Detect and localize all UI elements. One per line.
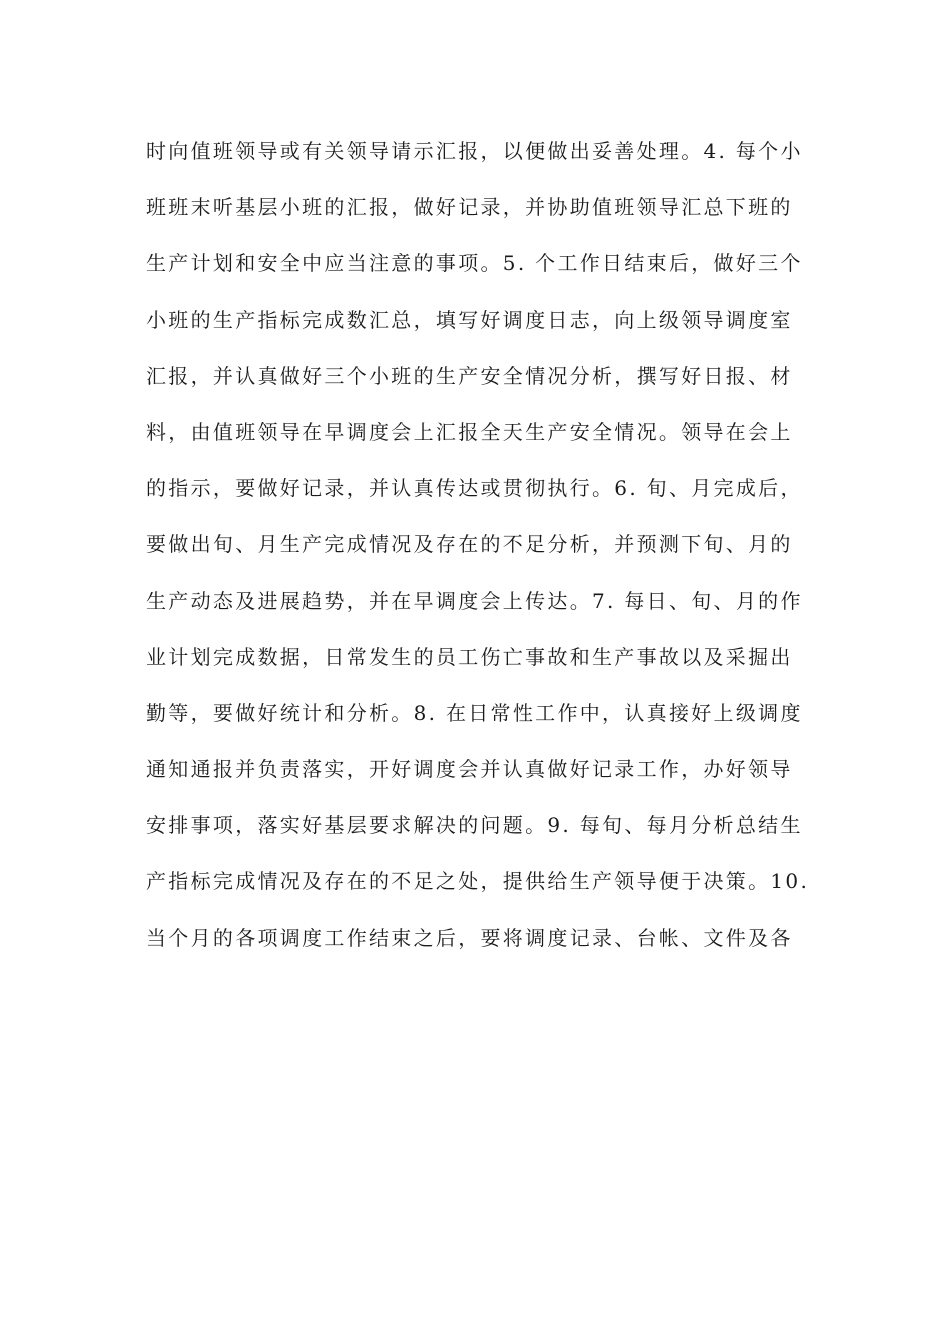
text-line: 生产动态及进展趋势，并在早调度会上传达。7. 每日、旬、月的作 (146, 588, 803, 613)
text-line: 业计划完成数据，日常发生的员工伤亡事故和生产事故以及采掘出 (146, 644, 793, 669)
text-line: 产指标完成情况及存在的不足之处，提供给生产领导便于决策。10. (146, 869, 810, 894)
text-line: 时向值班领导或有关领导请示汇报，以便做出妥善处理。4. 每个小 (146, 139, 803, 163)
text-line: 生产计划和安全中应当注意的事项。5. 个工作日结束后，做好三个 (146, 251, 803, 276)
text-line: 要做出旬、月生产完成情况及存在的不足分析，并预测下旬、月的 (146, 532, 793, 557)
text-line: 料，由值班领导在早调度会上汇报全天生产安全情况。领导在会上 (146, 419, 793, 444)
text-line: 的指示，要做好记录，并认真传达或贯彻执行。6. 旬、月完成后， (146, 476, 803, 501)
text-line: 安排事项，落实好基层要求解决的问题。9. 每旬、每月分析总结生 (146, 813, 803, 838)
text-line: 汇报，并认真做好三个小班的生产安全情况分析，撰写好日报、材 (146, 363, 793, 388)
text-line: 当个月的各项调度工作结束之后，要将调度记录、台帐、文件及各 (146, 925, 793, 950)
text-line: 通知通报并负责落实，开好调度会并认真做好记录工作，办好领导 (146, 757, 793, 782)
text-line: 班班末听基层小班的汇报，做好记录，并协助值班领导汇总下班的 (146, 195, 793, 220)
text-line: 勤等，要做好统计和分析。8. 在日常性工作中，认真接好上级调度 (146, 700, 803, 725)
text-line: 小班的生产指标完成数汇总，填写好调度日志，向上级领导调度室 (146, 307, 793, 332)
body-text (146, 131, 810, 974)
